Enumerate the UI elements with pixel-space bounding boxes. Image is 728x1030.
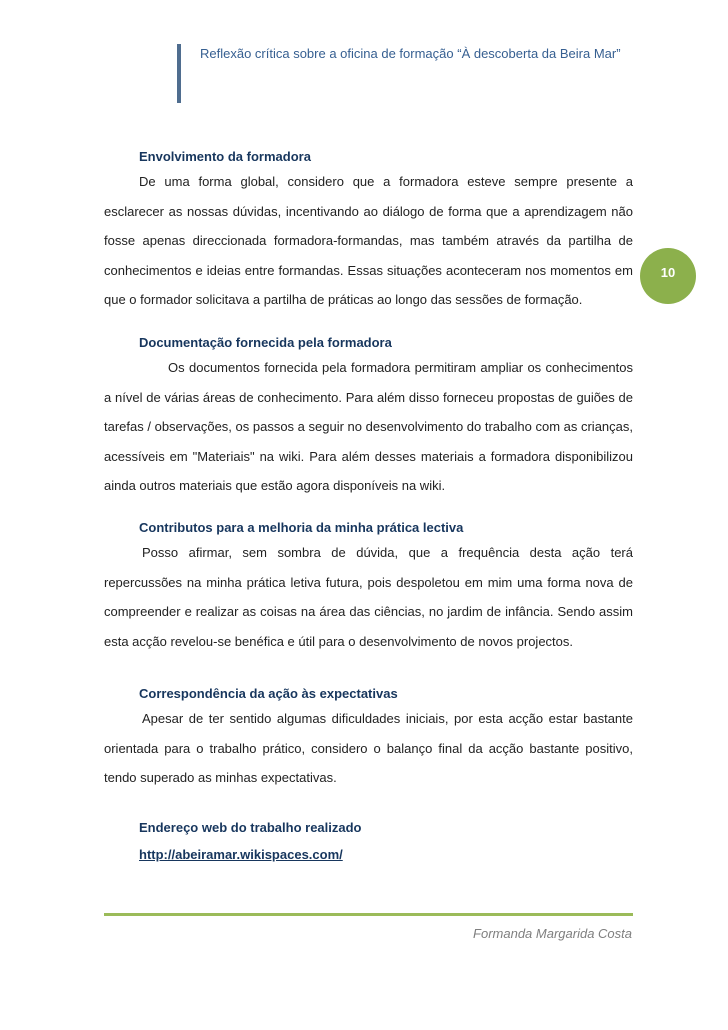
section-documentacao (104, 333, 633, 501)
footer-divider (104, 913, 633, 916)
section-heading: Correspondência da ação às expectativas (139, 686, 398, 701)
page-number-badge (640, 248, 696, 304)
section-paragraph: Os documentos fornecida pela formadora permitiram ampliar os conhecimentos a nível de várias áreas de conhecimento. Para além disso forneceu propostas de guiões de tarefas / observações, os passos a seguir no desenvolvimento do trabalho com as crianças, acessíveis em "Materiais" na wiki. Para além desses materiais a formadora disponibilizou ainda outros materiais que estão agora disponíveis na wiki. (104, 360, 633, 493)
header-accent-bar (177, 44, 181, 103)
running-header-title: Reflexão crítica sobre a oficina de formação “À descoberta da Beira Mar” (200, 46, 621, 61)
section-endereco-web (104, 818, 633, 865)
section-heading: Envolvimento da formadora (139, 149, 311, 164)
section-heading: Endereço web do trabalho realizado (139, 820, 362, 835)
section-heading: Contributos para a melhoria da minha prática lectiva (139, 520, 464, 535)
section-heading: Documentação fornecida pela formadora (139, 335, 392, 350)
wiki-link[interactable]: http://abeiramar.wikispaces.com/ (139, 847, 343, 862)
section-paragraph: Apesar de ter sentido algumas dificuldades iniciais, por esta acção estar bastante orientada para o trabalho prático, considero o balanço final da acção bastante positivo, tendo superado as minhas expectativas. (104, 711, 633, 785)
page-number: 10 (660, 265, 676, 280)
section-paragraph: De uma forma global, considero que a formadora esteve sempre presente a esclarecer as nossas dúvidas, incentivando ao diálogo de forma que a aprendizagem não fosse apenas direccionada formadora-formandas, mas também através da partilha de conhecimentos e ideias entre formandas. Essas situações aconteceram nos momentos em que o formador solicitava a partilha de práticas ao longo das sessões de formação. (104, 174, 633, 307)
footer-author: Formanda Margarida Costa (473, 926, 632, 941)
section-contributos (104, 518, 633, 656)
section-paragraph: Posso afirmar, sem sombra de dúvida, que a frequência desta ação terá repercussões na minha prática letiva futura, pois despoletou em mim uma forma nova de compreender e realizar as coisas na área das ciências, no jardim de infância. Sendo assim esta acção revelou-se benéfica e útil para o desenvolvimento de novos projectos. (104, 545, 633, 649)
section-expectativas (104, 684, 633, 793)
section-envolvimento (104, 147, 633, 315)
